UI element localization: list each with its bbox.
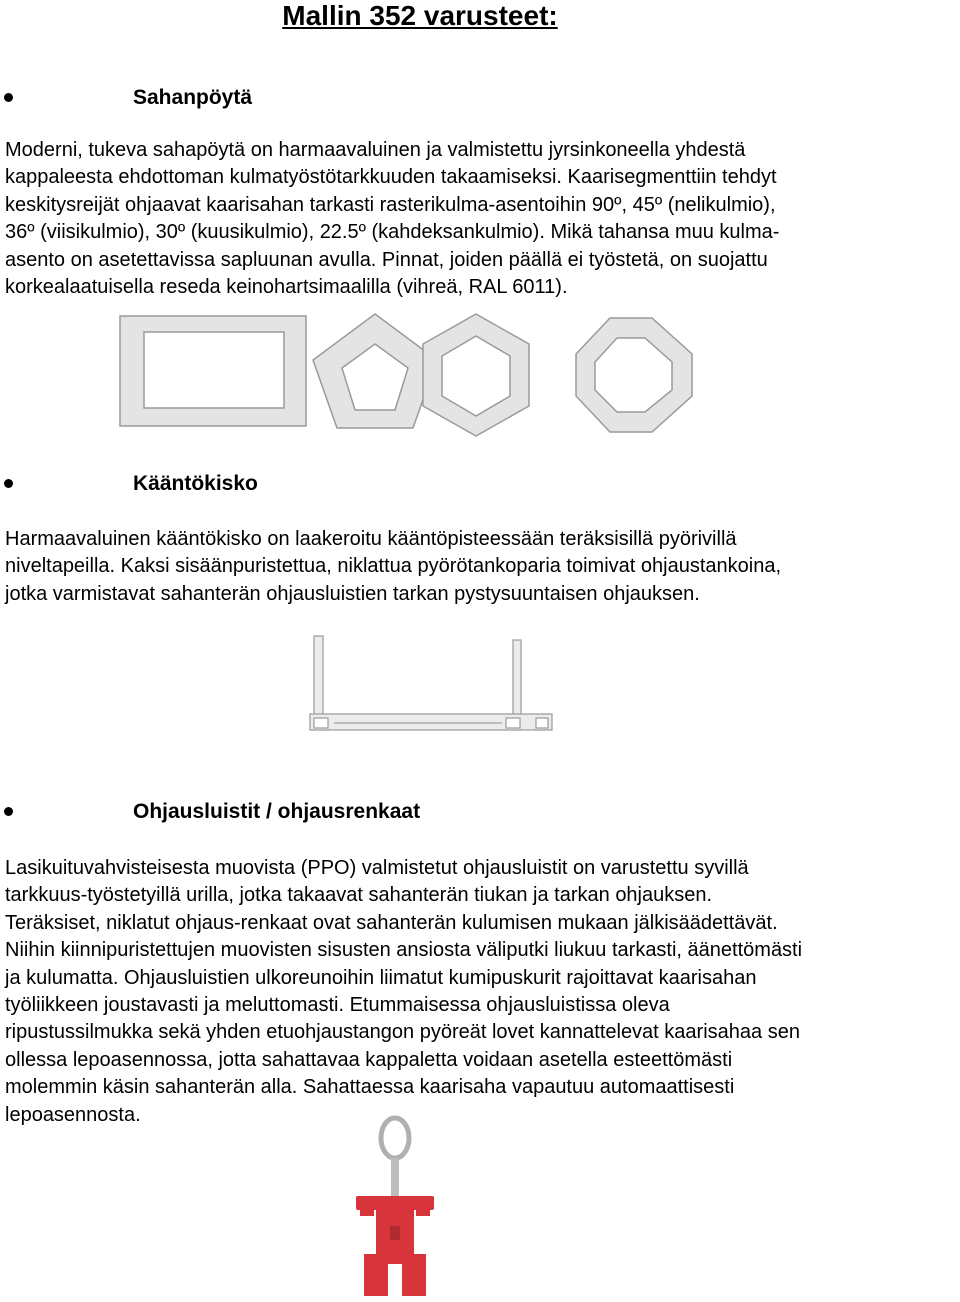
bullet-icon xyxy=(4,93,13,102)
hexagon-frame xyxy=(423,314,529,436)
section-heading-kaantokisko xyxy=(0,470,940,500)
pivot-rail-figure xyxy=(306,632,558,744)
guide-slide-figure xyxy=(350,1114,440,1300)
octagon-frame xyxy=(576,318,692,432)
heading-text: Sahanpöytä xyxy=(133,86,253,109)
frame-shapes-figure xyxy=(110,308,705,438)
pentagon-frame xyxy=(313,314,437,428)
page-title: Mallin 352 varusteet: xyxy=(282,0,558,31)
bullet-icon xyxy=(4,479,13,488)
heading-text: Kääntökisko xyxy=(133,472,258,495)
heading-text: Ohjausluistit / ohjausrenkaat xyxy=(133,800,421,823)
section-paragraph-sahanpoyta: Moderni, tukeva sahapöytä on harmaavaluinen ja valmistettu jyrsinkoneella yhdestä kappaleesta ehdottoman kulmatyöstötarkkuuden takaamiseksi. Kaarisegmenttiin tehdyt keskitysreijät ohjaavat kaarisahan tarkasti rasterikulma-asentoihin 90º, 45º (nelikulmio), 36º (viisikulmio), 30º (kuusikulmio), 22.5º (kahdeksankulmio). Mikä tahansa muu kulma- asento on asetettavissa sapluunan avulla. Pinnat, joiden päällä ei työstetä, on suojattu korkealaatuisella reseda keinohartsimaalilla (vihreä, RAL 6011). xyxy=(5,139,780,299)
rectangle-frame xyxy=(120,316,306,426)
section-paragraph-kaantokisko: Harmaavaluinen kääntökisko on laakeroitu kääntöpisteessään teräksisillä pyörivillä niveltapeilla. Kaksi sisäänpuristettua, niklattua pyörötankoparia toimivat ohjaustankoina, jotka varmistavat sahanterän ohjausluistien tarkan pystysuuntaisen ohjauksen. xyxy=(5,528,782,605)
section-heading-sahanpoyta xyxy=(0,84,940,114)
section-heading-ohjausluistit xyxy=(0,798,940,828)
section-paragraph-ohjausluistit: Lasikuituvahvisteisesta muovista (PPO) valmistetut ohjausluistit on varustettu syvillä tarkkuus-työstetyillä urilla, jotka takaavat sahanterän tiukan ja tarkan ohjauksen. Teräksiset, niklatut ohjaus-renkaat ovat sahanterän kulumisen mukaan jälkisäädettävät. Niihin kiinnipuristettujen muovisten sisusten ansiosta väliputki liukuu tarkasti, äänettömästi ja kulumatta. Ohjausluistien ulkoreunoihin liimatut kumipuskurit rajoittavat kaarisahan työliikkeen joustavasti ja meluttomasti. Etummaisessa ohjausluistissa oleva ripustussilmukka sekä yhden etuohjaustangon pyöreät lovet kannattelevat kaarisahaa sen ollessa lepoasennossa, jotta sahattavaa kappaletta voidaan asetella esteettömästi molemmin käsin sahanterän alla. Sahattaessa kaarisaha vapautuu automaattisesti lepoasennosta. xyxy=(5,857,803,1126)
bullet-icon xyxy=(4,807,13,816)
